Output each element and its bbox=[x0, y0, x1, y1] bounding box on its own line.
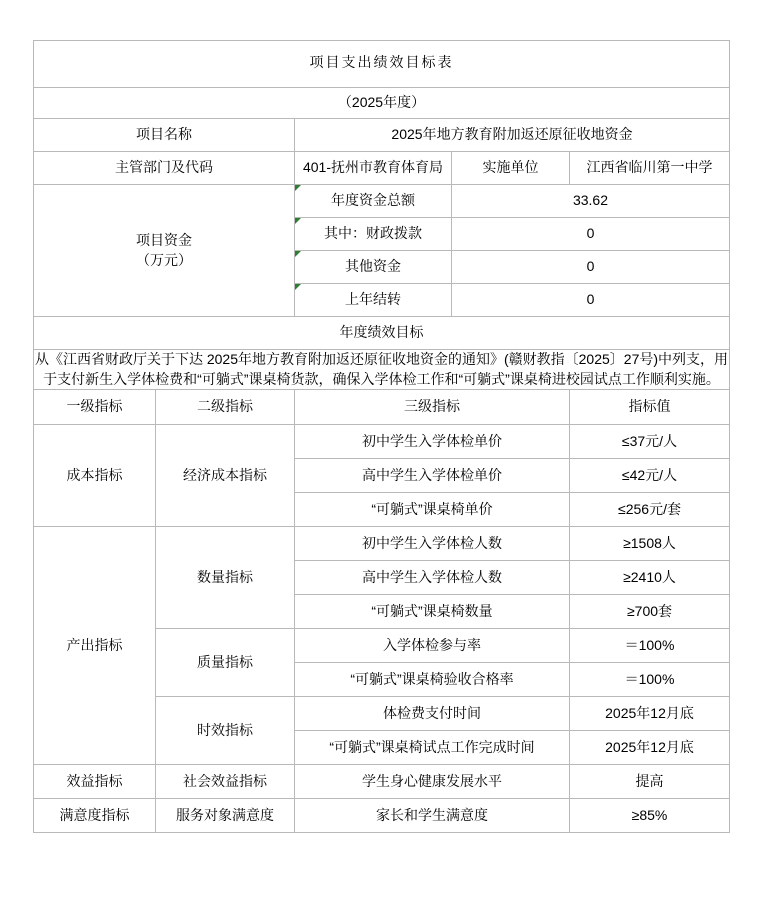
indicator-value: ＝100% bbox=[570, 663, 730, 697]
funds-item-label: 上年结转 bbox=[295, 284, 452, 317]
indicator-level3: 体检费支付时间 bbox=[295, 697, 570, 731]
indicator-value: ≥85% bbox=[570, 799, 730, 833]
table-row bbox=[34, 527, 730, 561]
unit-value: 江西省临川第一中学 bbox=[570, 152, 730, 185]
funds-item-value: 0 bbox=[452, 284, 730, 317]
funds-row-total bbox=[34, 185, 730, 218]
department-label: 主管部门及代码 bbox=[34, 152, 295, 185]
department-value: 401-抚州市教育体育局 bbox=[295, 152, 452, 185]
funds-label-line2: （万元） bbox=[136, 251, 192, 268]
funds-item-label: 年度资金总额 bbox=[295, 185, 452, 218]
project-name-value: 2025年地方教育附加返还原征收地资金 bbox=[295, 119, 730, 152]
indicator-header-value: 指标值 bbox=[570, 390, 730, 425]
table-row bbox=[34, 425, 730, 459]
funds-item-label: 其中：财政拨款 bbox=[295, 218, 452, 251]
indicator-header-level2: 二级指标 bbox=[156, 390, 295, 425]
indicator-level3: “可躺式”课桌椅数量 bbox=[295, 595, 570, 629]
indicator-value: ＝100% bbox=[570, 629, 730, 663]
indicator-value: ≤256元/套 bbox=[570, 493, 730, 527]
page-title: 项目支出绩效目标表 bbox=[34, 41, 730, 88]
page-subtitle: （2025年度） bbox=[34, 88, 730, 119]
indicator-level3: “可躺式”课桌椅验收合格率 bbox=[295, 663, 570, 697]
indicator-level2: 经济成本指标 bbox=[156, 425, 295, 527]
indicator-level3: 入学体检参与率 bbox=[295, 629, 570, 663]
project-name-row bbox=[34, 119, 730, 152]
indicator-value: ≥700套 bbox=[570, 595, 730, 629]
indicator-level1: 满意度指标 bbox=[34, 799, 156, 833]
annual-goal-header: 年度绩效目标 bbox=[34, 317, 730, 350]
performance-target-table bbox=[33, 40, 730, 833]
annual-goal-text-row bbox=[34, 350, 730, 390]
indicator-value: 2025年12月底 bbox=[570, 731, 730, 765]
table-row bbox=[34, 799, 730, 833]
indicator-level2: 时效指标 bbox=[156, 697, 295, 765]
indicator-value: ≤37元/人 bbox=[570, 425, 730, 459]
department-row bbox=[34, 152, 730, 185]
funds-item-value: 0 bbox=[452, 218, 730, 251]
indicator-level1: 产出指标 bbox=[34, 527, 156, 765]
indicator-level3: 高中学生入学体检单价 bbox=[295, 459, 570, 493]
indicator-header-level3: 三级指标 bbox=[295, 390, 570, 425]
indicator-level3: 初中学生入学体检单价 bbox=[295, 425, 570, 459]
indicator-value: ≤42元/人 bbox=[570, 459, 730, 493]
indicator-level2: 服务对象满意度 bbox=[156, 799, 295, 833]
indicator-level3: 初中学生入学体检人数 bbox=[295, 527, 570, 561]
annual-goal-text: 从《江西省财政厅关于下达 2025年地方教育附加返还原征收地资金的通知》(赣财教指〔2025〕27号)中列支，用于支付新生入学体检费和“可躺式”课桌椅货款，确保入学体检工作和“可躺式”课桌椅进校园试点工作顺利实施。 bbox=[34, 350, 730, 390]
indicator-level2: 社会效益指标 bbox=[156, 765, 295, 799]
funds-label bbox=[34, 185, 295, 317]
funds-item-value: 33.62 bbox=[452, 185, 730, 218]
indicator-level3: “可躺式”课桌椅单价 bbox=[295, 493, 570, 527]
table-row bbox=[34, 765, 730, 799]
indicator-level1: 成本指标 bbox=[34, 425, 156, 527]
indicator-level3: 家长和学生满意度 bbox=[295, 799, 570, 833]
indicator-level3: 学生身心健康发展水平 bbox=[295, 765, 570, 799]
indicator-level2: 质量指标 bbox=[156, 629, 295, 697]
indicator-level2: 数量指标 bbox=[156, 527, 295, 629]
indicator-level1: 效益指标 bbox=[34, 765, 156, 799]
funds-label-line1: 项目资金 bbox=[136, 231, 192, 248]
subtitle-row bbox=[34, 88, 730, 119]
unit-label: 实施单位 bbox=[452, 152, 570, 185]
indicator-value: ≥1508人 bbox=[570, 527, 730, 561]
indicator-level3: 高中学生入学体检人数 bbox=[295, 561, 570, 595]
indicator-value: ≥2410人 bbox=[570, 561, 730, 595]
indicator-level3: “可躺式”课桌椅试点工作完成时间 bbox=[295, 731, 570, 765]
indicator-value: 2025年12月底 bbox=[570, 697, 730, 731]
funds-item-value: 0 bbox=[452, 251, 730, 284]
annual-goal-header-row bbox=[34, 317, 730, 350]
title-row bbox=[34, 41, 730, 88]
project-name-label: 项目名称 bbox=[34, 119, 295, 152]
funds-item-label: 其他资金 bbox=[295, 251, 452, 284]
indicator-header-row bbox=[34, 390, 730, 425]
indicator-value: 提高 bbox=[570, 765, 730, 799]
indicator-header-level1: 一级指标 bbox=[34, 390, 156, 425]
